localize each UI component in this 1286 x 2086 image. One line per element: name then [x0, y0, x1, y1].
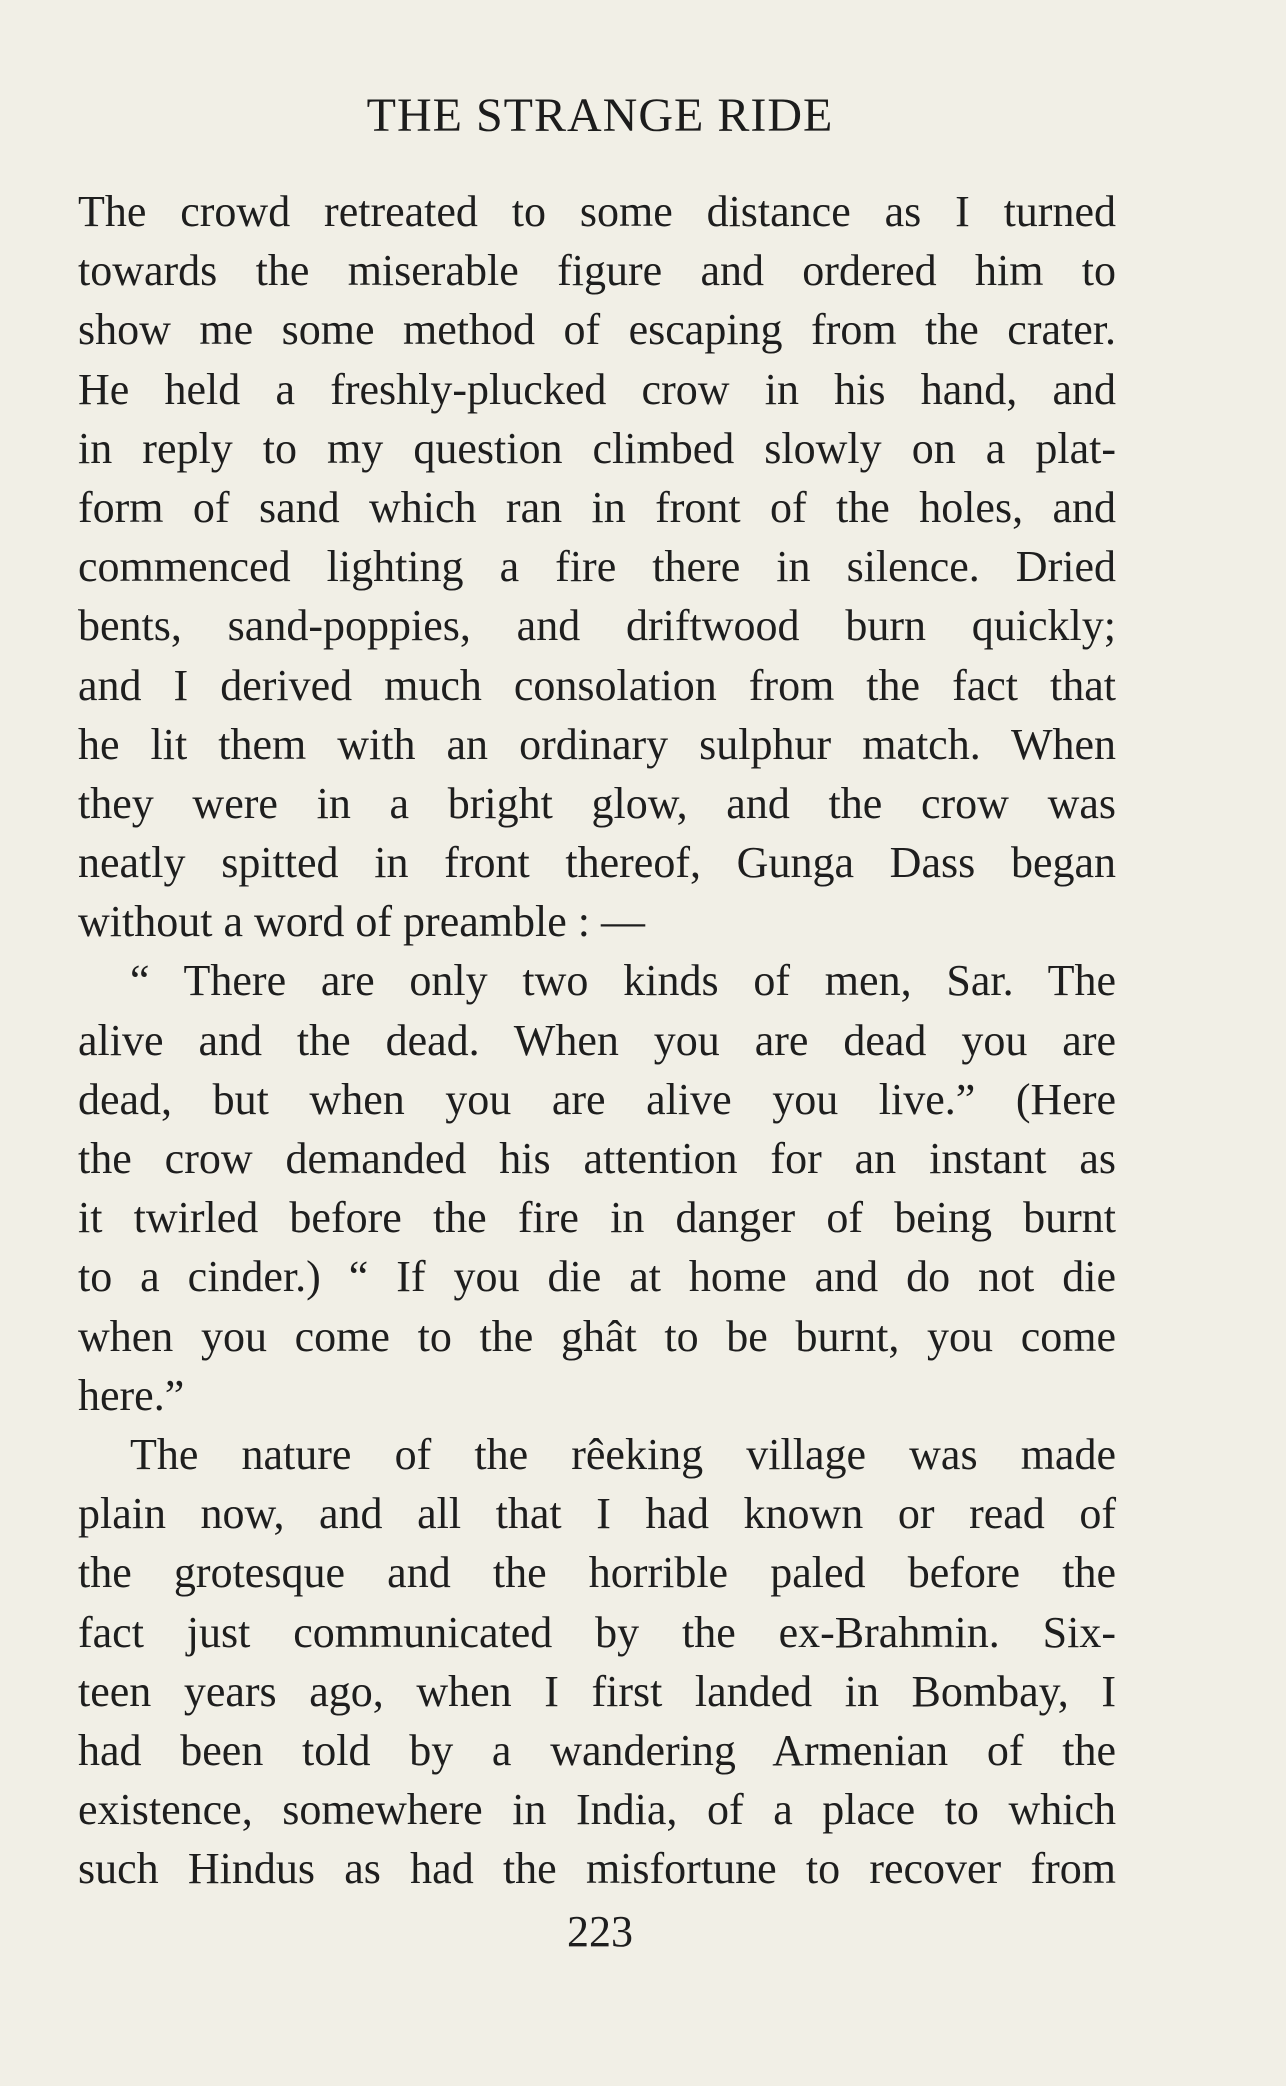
text-line: The crowd retreated to some distance as I turned — [78, 187, 1116, 236]
text-line: dead, but when you are alive you live.” (Here — [78, 1074, 1116, 1124]
text-line: The nature of the rêeking village was made — [130, 1429, 1116, 1479]
text-line: form of sand which ran in front of the holes, and — [78, 482, 1116, 532]
text-line: plain now, and all that I had known or read of — [78, 1489, 1116, 1539]
text-line: to a cinder.) “ If you die at home and do not die — [78, 1252, 1116, 1302]
text-line: here.” — [78, 1370, 185, 1420]
text-line: when you come to the ghât to be burnt, you come — [78, 1311, 1116, 1361]
text-line: in reply to my question climbed slowly on a plat- — [78, 423, 1116, 473]
page-number: 223 — [567, 1907, 633, 1956]
text-line: such Hindus as had the misfortune to recover from — [78, 1844, 1116, 1894]
text-line: they were in a bright glow, and the crow was — [78, 778, 1116, 828]
text-line: fact just communicated by the ex-Brahmin. Six- — [78, 1607, 1116, 1657]
text-line: commenced lighting a fire there in silence. Dried — [78, 542, 1116, 592]
text-line: had been told by a wandering Armenian of the — [78, 1725, 1116, 1775]
text-line: the crow demanded his attention for an instant as — [78, 1134, 1116, 1183]
text-line: towards the miserable figure and ordered him to — [78, 246, 1116, 296]
text-line: and I derived much consolation from the fact that — [78, 660, 1116, 710]
text-line: “ There are only two kinds of men, Sar. The — [130, 956, 1116, 1006]
text-line: neatly spitted in front thereof, Gunga Dass began — [78, 838, 1116, 888]
text-line: show me some method of escaping from the crater. — [78, 305, 1116, 355]
text-line: alive and the dead. When you are dead you are — [78, 1015, 1116, 1065]
text-line: teen years ago, when I first landed in Bombay, I — [78, 1666, 1116, 1716]
body-text — [78, 182, 1116, 1898]
text-line: it twirled before the fire in danger of being burnt — [78, 1193, 1116, 1243]
text-line: bents, sand-poppies, and driftwood burn quickly; — [78, 601, 1116, 651]
text-line: existence, somewhere in India, of a place to which — [78, 1785, 1116, 1835]
text-line: he lit them with an ordinary sulphur match. When — [78, 719, 1116, 769]
text-line: the grotesque and the horrible paled before the — [78, 1548, 1116, 1598]
text-line: He held a freshly-plucked crow in his hand, and — [78, 364, 1116, 414]
text-line: without a word of preamble : — — [78, 897, 645, 947]
running-head: THE STRANGE RIDE — [366, 89, 834, 142]
